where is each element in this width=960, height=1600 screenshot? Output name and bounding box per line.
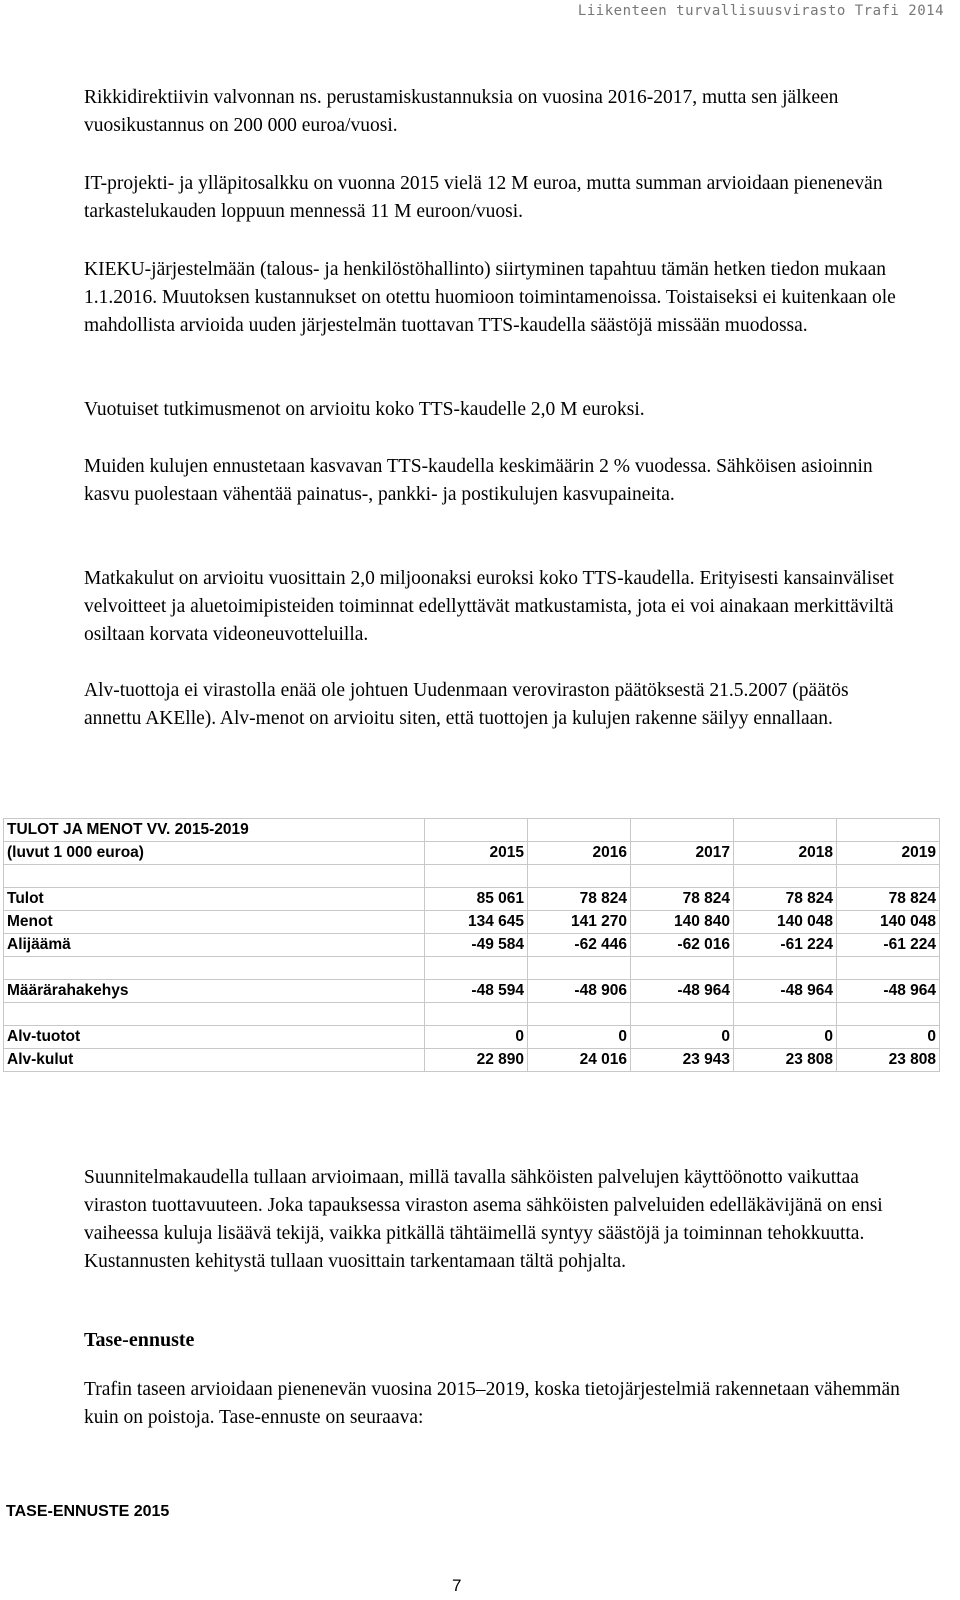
table-row [4,1049,940,1072]
table-row [4,980,940,1003]
cell-value: -48 906 [528,980,631,1003]
cell-value: 85 061 [425,888,528,911]
table-row [4,888,940,911]
cell-value: 0 [425,1026,528,1049]
cell-value: 24 016 [528,1049,631,1072]
cell-value: 134 645 [425,911,528,934]
cell-value: -48 964 [837,980,940,1003]
table-row [4,911,940,934]
paragraph-text: Suunnitelmakaudella tullaan arvioimaan, millä tavalla sähköisten palvelujen käyttöönotto vaikuttaa viraston tuottavuuteen. Joka tapauksessa viraston asema sähköisten palveluiden edelläkävijänä on ensi vaiheessa kuluja lisäävä tekijä, vaikka pitkällä tähtäimellä syntyy säästöjä ja toiminnan tehokkuutta. Kustannusten kehitystä tullaan vuosittain tarkentamaan tältä pohjalta. [84,1167,883,1272]
paragraph-alv [84,677,904,733]
row-label: Määrärahakehys [4,980,425,1003]
cell-value: 23 808 [734,1049,837,1072]
table-title: TULOT JA MENOT VV. 2015-2019 [4,819,425,842]
table-row [4,934,940,957]
cell-value: -62 016 [631,934,734,957]
paragraph-rikkidirektiivi [84,84,904,140]
year-header: 2019 [837,842,940,865]
cell-value: -48 964 [734,980,837,1003]
row-label: Tulot [4,888,425,911]
paragraph-text: Rikkidirektiivin valvonnan ns. perustamiskustannuksia on vuosina 2016-2017, mutta sen jälkeen vuosikustannus on 200 000 euroa/vuosi. [84,87,839,136]
paragraph-text: KIEKU-järjestelmään (talous- ja henkilöstöhallinto) siirtyminen tapahtuu tämän hetken tiedon mukaan 1.1.2016. Muutoksen kustannukset on otettu huomioon toimintamenoissa. Toistaiseksi ei kuitenkaan ole mahdollista arvioida uuden järjestelmän tuottavan TTS-kaudella säästöjä missään muodossa. [84,259,896,336]
cell-value: 0 [837,1026,940,1049]
cell-value: 78 824 [631,888,734,911]
paragraph-tase [84,1376,904,1432]
paragraph-text: Matkakulut on arvioitu vuosittain 2,0 miljoonaksi euroksi koko TTS-kaudella. Erityisesti kansainväliset velvoitteet ja aluetoimipisteiden toiminnat edellyttävät matkustamista, jota ei voi ainakaan merkittäviltä osiltaan korvata videoneuvotteluilla. [84,568,894,645]
balance-forecast-title: TASE-ENNUSTE 2015 [6,1503,170,1520]
cell-value: 78 824 [837,888,940,911]
paragraph-text: Trafin taseen arvioidaan pienenevän vuosina 2015–2019, koska tietojärjestelmiä rakennetaan vähemmän kuin on poistoja. Tase-ennuste on seuraava: [84,1379,900,1428]
cell-value: 140 048 [837,911,940,934]
income-expense-table [3,818,940,1072]
paragraph-text: Muiden kulujen ennustetaan kasvavan TTS-kaudella keskimäärin 2 % vuodessa. Sähköisen asioinnin kasvu puolestaan vähentää painatus-, pankki- ja postikulujen kasvupaineita. [84,456,873,505]
cell-value: 23 808 [837,1049,940,1072]
row-label: Alv-tuotot [4,1026,425,1049]
paragraph-text: Alv-tuottoja ei virastolla enää ole johtuen Uudenmaan veroviraston päätöksestä 21.5.2007 (päätös annettu AKElle). Alv-menot on arvioitu siten, että tuottojen ja kulujen rakenne säilyy ennallaan. [84,680,849,729]
cell-value: -48 964 [631,980,734,1003]
paragraph-text: Vuotuiset tutkimusmenot on arvioitu koko TTS-kaudelle 2,0 M euroksi. [84,399,645,420]
cell-value: -61 224 [837,934,940,957]
row-label: Alv-kulut [4,1049,425,1072]
cell-value: 23 943 [631,1049,734,1072]
cell-value: -62 446 [528,934,631,957]
table-unit-label: (luvut 1 000 euroa) [4,842,425,865]
section-heading: Tase-ennuste [84,1329,195,1351]
page-number: 7 [452,1576,462,1595]
paragraph-matkakulut [84,565,904,649]
cell-value: 78 824 [528,888,631,911]
year-header: 2017 [631,842,734,865]
cell-value: 0 [631,1026,734,1049]
year-header: 2018 [734,842,837,865]
paragraph-tutkimusmenot [84,396,904,424]
cell-value: -61 224 [734,934,837,957]
row-label: Menot [4,911,425,934]
cell-value: 141 270 [528,911,631,934]
table-row [4,1026,940,1049]
cell-value: 22 890 [425,1049,528,1072]
cell-value: -48 594 [425,980,528,1003]
table-title-row [4,819,940,842]
cell-value: 0 [734,1026,837,1049]
table-spacer-row [4,957,940,980]
cell-value: 78 824 [734,888,837,911]
cell-value: 140 048 [734,911,837,934]
year-header: 2015 [425,842,528,865]
paragraph-it-projekti [84,170,904,226]
cell-value: 140 840 [631,911,734,934]
cell-value: 0 [528,1026,631,1049]
paragraph-text: IT-projekti- ja ylläpitosalkku on vuonna 2015 vielä 12 M euroa, mutta summan arvioidaan pienenevän tarkastelukauden loppuun mennessä 11 M euroon/vuosi. [84,173,883,222]
table-header-row [4,842,940,865]
paragraph-muut-kulut [84,453,904,509]
paragraph-kieku [84,256,904,340]
year-header: 2016 [528,842,631,865]
running-header: Liikenteen turvallisuusvirasto Trafi 2014 [577,3,944,19]
table-spacer-row [4,1003,940,1026]
row-label: Alijäämä [4,934,425,957]
cell-value: -49 584 [425,934,528,957]
table-spacer-row [4,865,940,888]
paragraph-sahkoiset-palvelut [84,1164,904,1276]
